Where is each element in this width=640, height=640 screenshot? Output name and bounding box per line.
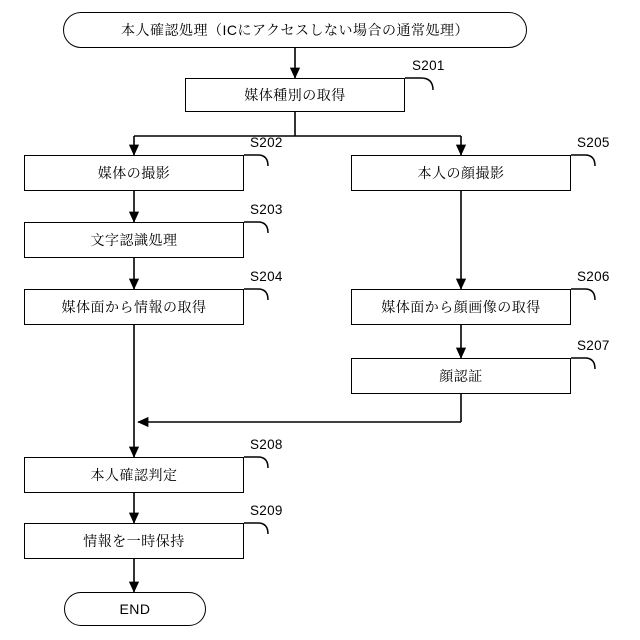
node-s205-label: 本人の顔撮影	[417, 164, 505, 181]
step-label-s203: S203	[250, 202, 283, 217]
step-label-s202: S202	[250, 135, 283, 150]
step-label-s208: S208	[250, 437, 283, 452]
node-s201	[185, 78, 405, 112]
step-label-s209: S209	[250, 503, 283, 518]
node-s204	[24, 289, 244, 325]
node-s209-label: 情報を一時保持	[83, 532, 185, 549]
step-label-s205: S205	[577, 135, 610, 150]
node-s208-label: 本人確認判定	[90, 466, 178, 483]
node-s206	[351, 289, 571, 325]
node-s202	[24, 155, 244, 191]
node-start-label: 本人確認処理（ICにアクセスしない場合の通常処理）	[120, 21, 470, 38]
node-s207-label: 顔認証	[439, 367, 483, 384]
step-label-s206: S206	[577, 269, 610, 284]
node-s208	[24, 457, 244, 493]
node-s205	[351, 155, 571, 191]
node-s209	[24, 523, 244, 559]
step-label-s204: S204	[250, 269, 283, 284]
node-start-terminator	[63, 12, 527, 48]
step-label-s207: S207	[577, 338, 610, 353]
step-label-s201: S201	[412, 58, 445, 73]
node-s202-label: 媒体の撮影	[97, 164, 171, 181]
node-end-label: END	[119, 600, 151, 617]
node-s206-label: 媒体面から顔画像の取得	[381, 298, 541, 315]
node-s203	[24, 222, 244, 258]
node-s204-label: 媒体面から情報の取得	[61, 298, 207, 315]
node-end-terminator	[64, 592, 206, 626]
node-s203-label: 文字認識処理	[90, 231, 178, 248]
node-s201-label: 媒体種別の取得	[244, 86, 346, 103]
node-s207	[351, 358, 571, 394]
